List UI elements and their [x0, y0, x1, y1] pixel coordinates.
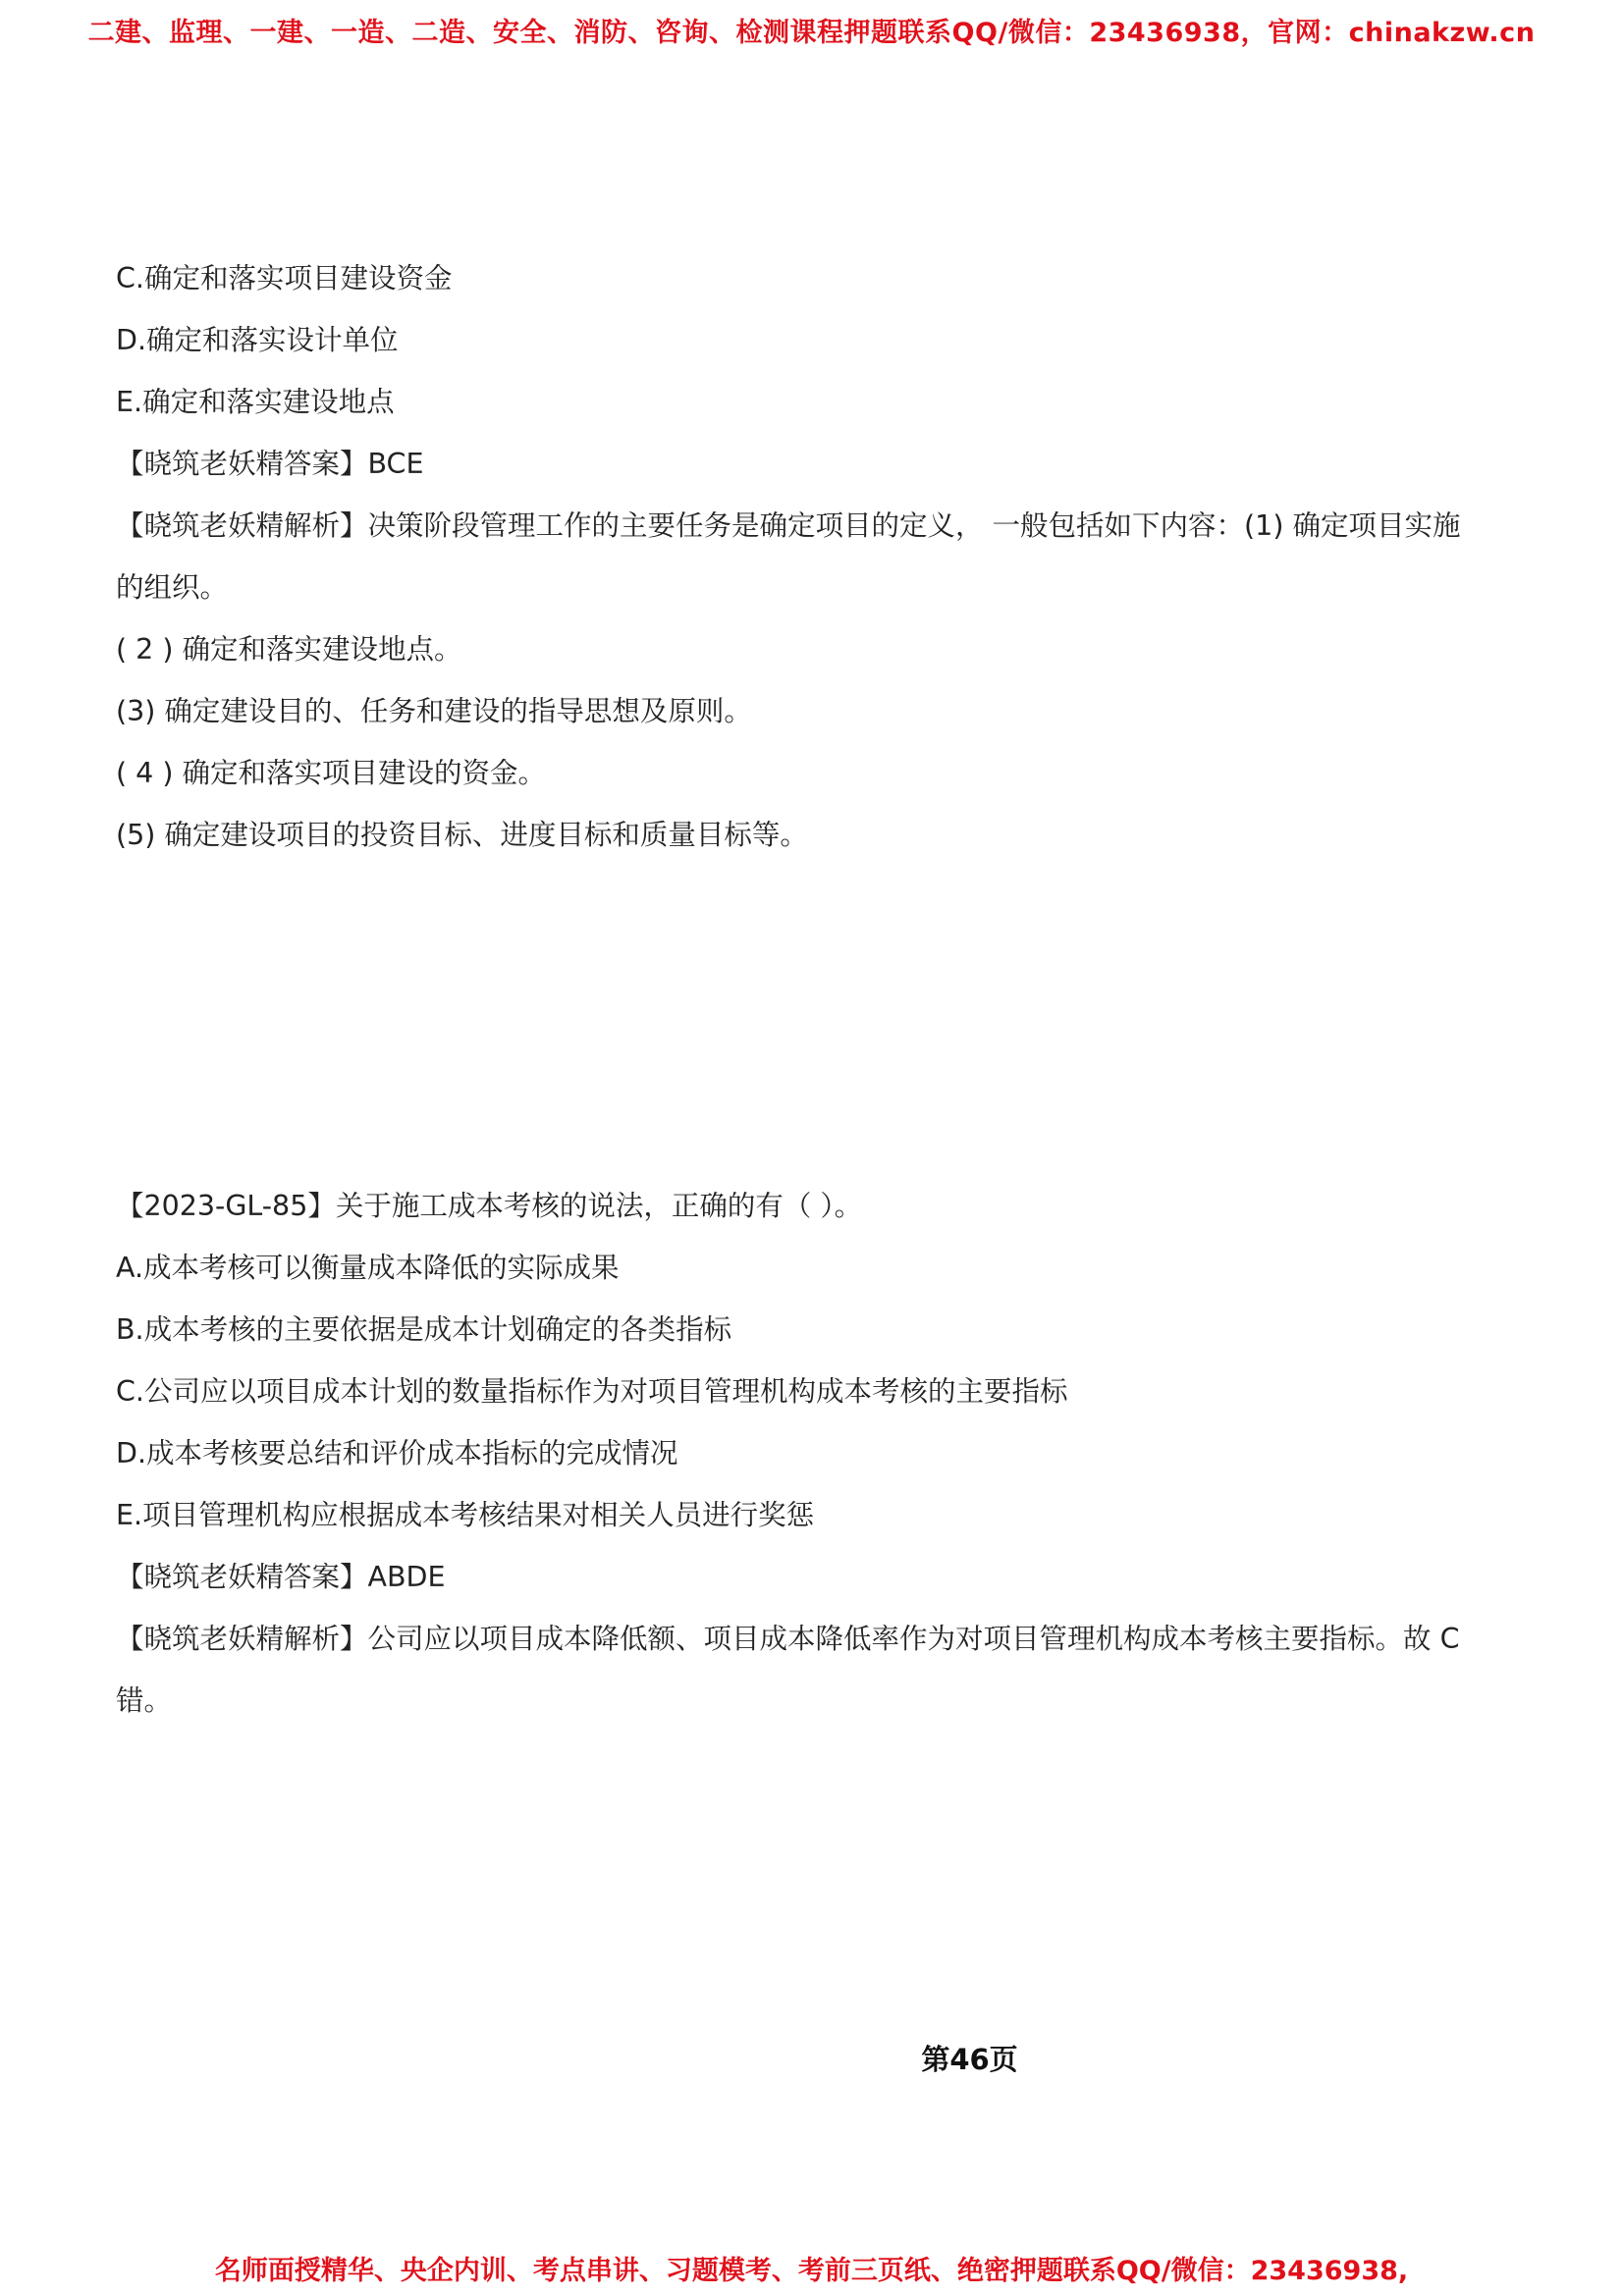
- q2-option-a: A.成本考核可以衡量成本降低的实际成果: [116, 1252, 620, 1284]
- footer-banner: 名师面授精华、央企内训、考点串讲、习题模考、考前三页纸、绝密押题联系QQ/微信：23436938,: [214, 2256, 1409, 2286]
- q1-point-2: ( 2 ) 确定和落实建设地点。: [116, 633, 462, 666]
- q2-option-e: E.项目管理机构应根据成本考核结果对相关人员进行奖惩: [116, 1499, 815, 1531]
- q2-option-d: D.成本考核要总结和评价成本指标的完成情况: [116, 1437, 678, 1469]
- q1-point-4: ( 4 ) 确定和落实项目建设的资金。: [116, 757, 547, 789]
- q2-analysis-line-1: 【晓筑老妖精解析】公司应以项目成本降低额、项目成本降低率作为对项目管理机构成本考核主要指标。故 C: [116, 1623, 1460, 1655]
- q1-option-e: E.确定和落实建设地点: [116, 386, 395, 418]
- q1-point-5: (5) 确定建设项目的投资目标、进度目标和质量目标等。: [116, 819, 808, 851]
- q1-answer: 【晓筑老妖精答案】BCE: [116, 448, 424, 480]
- q1-point-3: (3) 确定建设目的、任务和建设的指导思想及原则。: [116, 695, 752, 727]
- header-banner: 二建、监理、一建、一造、二造、安全、消防、咨询、检测课程押题联系QQ/微信：23436938，官网：chinakzw.cn: [87, 18, 1536, 48]
- page-number: 第46页: [921, 2043, 1018, 2076]
- q1-analysis-line-2: 的组织。: [116, 571, 229, 604]
- q1-option-c: C.确定和落实项目建设资金: [116, 262, 453, 294]
- q2-analysis-line-2: 错。: [116, 1684, 173, 1717]
- q2-option-c: C.公司应以项目成本计划的数量指标作为对项目管理机构成本考核的主要指标: [116, 1375, 1068, 1408]
- q2-stem: 【2023-GL-85】关于施工成本考核的说法，正确的有（ ）。: [116, 1190, 863, 1222]
- q2-answer: 【晓筑老妖精答案】ABDE: [116, 1561, 446, 1593]
- q1-option-d: D.确定和落实设计单位: [116, 324, 399, 356]
- q2-option-b: B.成本考核的主要依据是成本计划确定的各类指标: [116, 1313, 732, 1346]
- q1-analysis-line-1: 【晓筑老妖精解析】决策阶段管理工作的主要任务是确定项目的定义， 一般包括如下内容：(1) 确定项目实施: [116, 509, 1461, 542]
